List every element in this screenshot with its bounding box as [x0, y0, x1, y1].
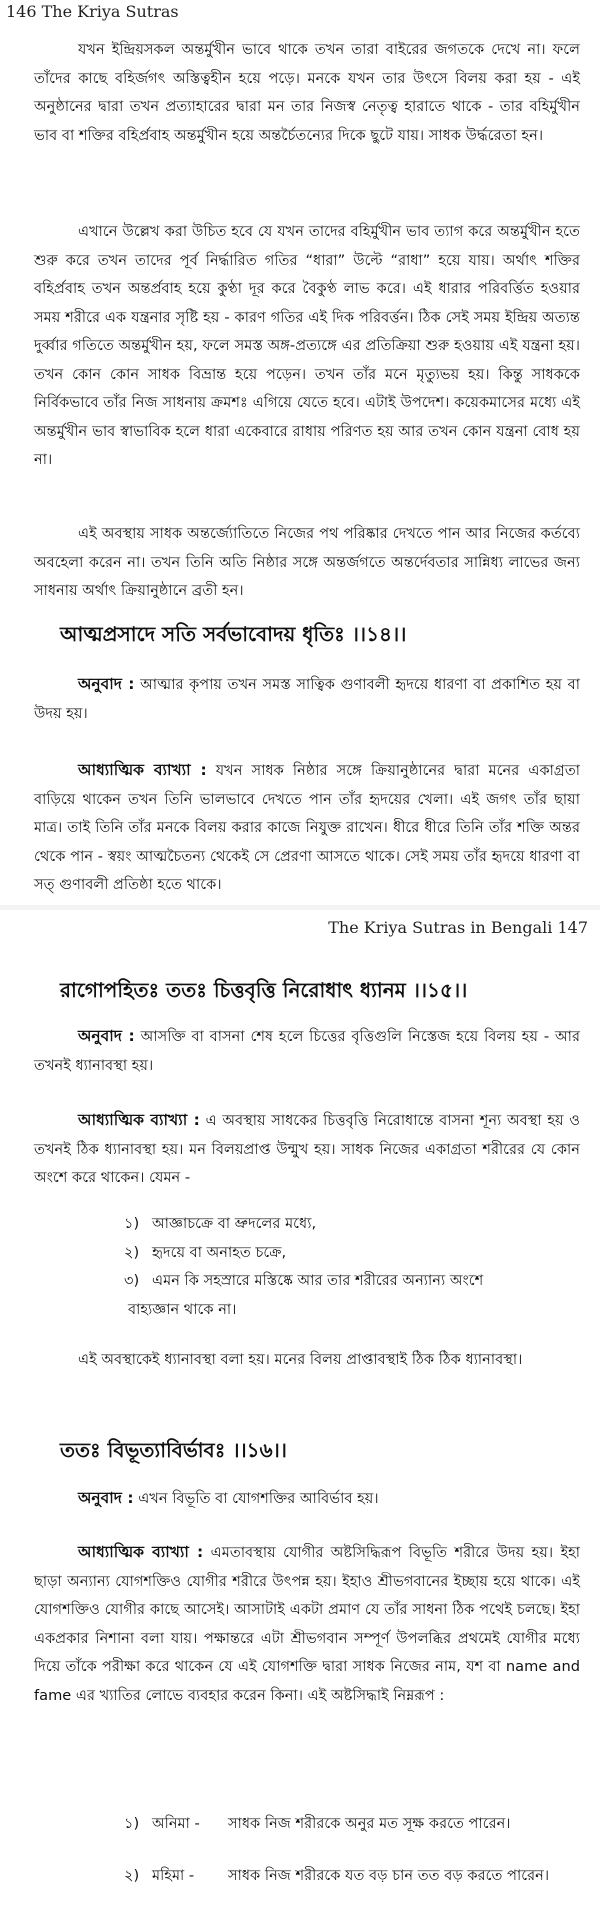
page-146	[0, 0, 600, 905]
commentary-label: আধ্যাত্মিক ব্যাখ্যা :	[78, 1543, 204, 1561]
list-continuation: বাহ্যজ্ঞান থাকে না।	[128, 1301, 237, 1318]
translation-text: আসক্তি বা বাসনা শেষ হলে চিত্তের বৃত্তিগুলি নিস্তেজ হয়ে বিলয় হয় - আর তখনই ধ্যানাবস্থা হয়।	[34, 1028, 580, 1074]
commentary-label: আধ্যাত্মিক ব্যাখ্যা :	[78, 761, 207, 779]
list-item: ১) আজ্ঞাচক্রে বা ভ্রুদলের মধ্যে,	[124, 1215, 317, 1232]
translation-label: অনুবাদ :	[78, 1027, 135, 1045]
translation-16	[34, 1484, 580, 1514]
paragraph-dhara-radha: এখানে উল্লেখ করা উচিত হবে যে যখন তাদের বহির্মুখীন ভাব ত্যাগ করে অন্তর্মুখীন হতে শুরু করে তখন তাদের পূর্ব নির্দ্ধারিত গতির “ধারা” উল্টে “রাধা” হয়ে যায়। অর্থাৎ শক্তির বহির্প্রবাহ তখন অন্তর্প্রবাহ হয়ে কুণ্ঠা দূর করে বৈকুণ্ঠ লাভ করে। এই ধারার পরিবর্ত্তিত হওয়ার সময় শরীরে এক যন্ত্রনার সৃষ্টি হয় - কারণ গতির এই দিক পরিবর্ত্তন। ঠিক সেই সময় ইন্দ্রিয় অত্যন্ত দুর্ব্বার গতিতে অন্তর্মুখীন হয়, ফলে সমস্ত অঙ্গ-প্রত্যঙ্গে এর প্রতিক্রিয়া শুরু হওয়ায় এই যন্ত্রনা হয়। তখন কোন কোন সাধক বিভ্রান্ত হয়ে পড়েন। তখন তাঁর মনে মৃত্যুভয় হয়। কিন্তু সাধককে নির্বিকভাবে তাঁর নিজ সাধনায় ক্রমশঃ এগিয়ে যেতে হবে। এটাই উপদেশ। কয়েকমাসের মধ্যে এই অন্তর্মুখীন ভাব স্বাভাবিক হলে ধারা একেবারে রাধায় পরিণত হয় আর তখন কোন যন্ত্রনা বোধ হয় না।	[34, 223, 580, 468]
translation-14	[34, 670, 580, 728]
translation-label: অনুবাদ :	[78, 1489, 134, 1507]
siddhi-item: ২) মহিমা - সাধক নিজ শরীরকে যত বড় চান তত বড় করতে পারেন।	[124, 1867, 550, 1884]
page-header-right: The Kriya Sutras in Bengali 147	[328, 918, 588, 937]
sutra-14-heading: আত্মপ্রসাদে সতি সর্বভাবোদয় ধৃতিঃ ।।১৪।।	[60, 622, 407, 646]
paragraph-dhyanavastha: এই অবস্থাকেই ধ্যানাবস্থা বলা হয়। মনের বিলয় প্রাপ্তাবস্থাই ঠিক ঠিক ধ্যানাবস্থা।	[78, 1351, 523, 1368]
commentary-15	[34, 1106, 580, 1193]
translation-label: অনুবাদ :	[78, 675, 135, 693]
commentary-16	[34, 1538, 580, 1710]
commentary-14	[34, 756, 580, 900]
page-header-left: 146 The Kriya Sutras	[6, 2, 179, 21]
translation-15	[34, 1022, 580, 1080]
translation-text: এখন বিভূতি বা যোগশক্তির আবির্ভাব হয়।	[138, 1490, 379, 1507]
commentary-text: এমতাবস্থায় যোগীর অষ্টসিদ্ধিরূপ বিভূতি শরীরে উদয় হয়। ইহা ছাড়া অন্যান্য যোগশক্তিও যোগীর শরীরে উৎপন্ন হয়। ইহাও শ্রীভগবানের ইচ্ছায় হয়ে থাকে। এই যোগশক্তিও যোগীর কাছে আসেই। আসাটাই একটা প্রমাণ যে তাঁর সাধনা ঠিক পথেই চলছে। ইহা একপ্রকার নিশানা বলা যায়। পক্ষান্তরে এটা শ্রীভগবান সম্পূর্ণ উপলব্ধির প্রথমেই যোগীর মধ্যে দিয়ে তাঁকে পরীক্ষা করে থাকেন যে এই যোগশক্তি দ্বারা সাধক নিজের নাম, যশ বা name and fame এর খ্যাতির লোভে ব্যবহার করেন কিনা। এই অষ্টসিদ্ধাই নিম্নরূপ :	[34, 1544, 581, 1704]
list-item: ৩) এমন কি সহস্রারে মস্তিষ্কে আর তার শরীরের অন্যান্য অংশে	[124, 1272, 484, 1289]
translation-text: আত্মার কৃপায় তখন সমস্ত সাত্বিক গুণাবলী হৃদয়ে ধারণা বা প্রকাশিত হয় বা উদয় হয়।	[34, 676, 580, 722]
commentary-label: আধ্যাত্মিক ব্যাখ্যা :	[78, 1111, 200, 1129]
sutra-16-heading: ততঃ বিভূত্যাবির্ভাবঃ ।।১৬।।	[60, 1438, 287, 1462]
commentary-text: এ অবস্থায় সাধকের চিত্তবৃত্তি নিরোধান্তে বাসনা শূন্য অবস্থা হয় ও তখনই ঠিক ধ্যানাবস্থা হয়। মন বিলয়প্রাপ্ত উন্মুখ হয়। সাধক নিজের একাগ্রতা শরীরের যে কোন অংশে করে থাকেন। যেমন -	[34, 1112, 581, 1186]
paragraph-antarjyoti: এই অবস্থায় সাধক অন্তর্জ্যোতিতে নিজের পথ পরিষ্কার দেখতে পান আর নিজের কর্তব্যে অবহেলা করেন না। তখন তিনি অতি নিষ্ঠার সঙ্গে অন্তর্জগতে অন্তর্দেবতার সান্নিধ্য লাভের জন্য সাধনায় অর্থাৎ ক্রিয়ানুষ্ঠানে ব্রতী হন।	[34, 525, 580, 599]
paragraph-pratyahara: যখন ইন্দ্রিয়সকল অন্তর্মুখীন ভাবে থাকে তখন তারা বাইরের জগতকে দেখে না। ফলে তাঁদের কাছে বহির্জগৎ অস্তিত্বহীন হয়ে পড়ে। মনকে যখন তার উৎসে বিলয় করা হয় - এই অনুষ্ঠানের দ্বারা তখন প্রত্যাহারের দ্বারা মন তার নিজস্ব নেতৃত্ব হারাতে থাকে - তার বহির্মুখীন ভাব বা শক্তির বহির্প্রবাহ অন্তর্মুখীন হয়ে অন্তর্চৈতন্যের দিকে ছুটে যায়। সাধক উর্দ্ধরেতা হন।	[34, 41, 580, 144]
commentary-text: যখন সাধক নিষ্ঠার সঙ্গে ক্রিয়ানুষ্ঠানের দ্বারা মনের একাগ্রতা বাড়িয়ে থাকেন তখন তিনি ভালভাবে দেখতে পান তাঁর হৃদয়ের খেলা। এই জগৎ তাঁর ছায়া মাত্র। তাই তিনি তাঁর মনকে বিলয় করার কাজে নিযুক্ত রাখেন। ধীরে ধীরে তিনি তাঁর শক্তি অন্তর থেকে পান - স্বয়ং আত্মচৈতন্য থেকেই সে প্রেরণা আসতে থাকে। সেই সময় তাঁর হৃদয়ে ধারণা বা সত্ গুণাবলী প্রতিষ্ঠা হতে থাকে।	[34, 762, 581, 893]
list-item: ২) হৃদয়ে বা অনাহত চক্রে,	[124, 1243, 287, 1261]
sutra-15-heading: রাগোপহিতঃ ততঃ চিত্তবৃত্তি নিরোধাৎ ধ্যানম ।।১৫।।	[60, 978, 468, 1002]
concentration-points-list	[124, 1210, 584, 1296]
page-147	[0, 910, 600, 1925]
siddhi-item: ১) অনিমা - সাধক নিজ শরীরকে অনুর মত সূক্ষ করতে পারেন।	[124, 1815, 511, 1832]
